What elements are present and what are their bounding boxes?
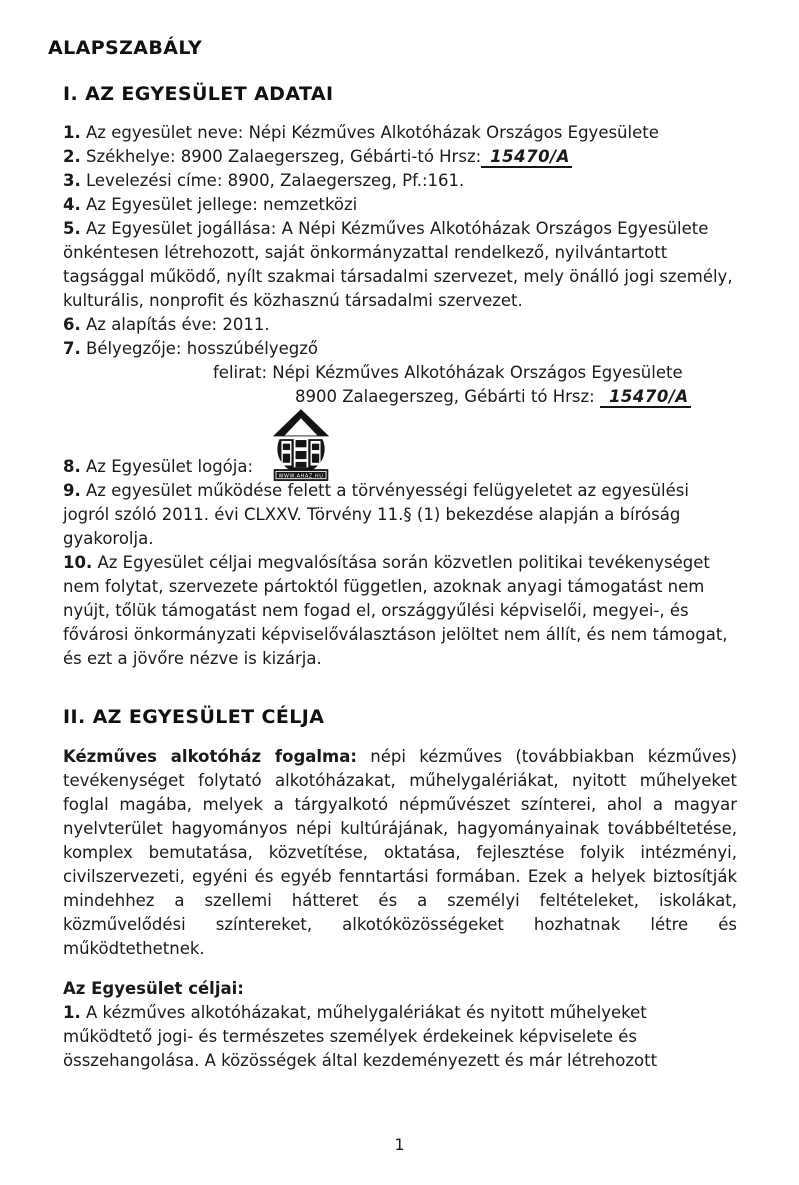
item-8-number: 8. [63,457,81,476]
section-1-heading: I. AZ EGYESÜLET ADATAI [63,83,334,105]
goal-item-1 [63,1001,737,1073]
goal-1-text: A kézműves alkotóházakat, műhelygalériákat és nyitott műhelyeket működtető jogi- és természetes személyek érdekeinek képviselete és összehangolása. A közösségek által kezdeményezett és már létrehozott [63,1003,658,1070]
item-3-text: Levelezési címe: 8900, Zalaegerszeg, Pf.:161. [86,171,465,190]
statute-item-9 [63,479,737,551]
statute-item-5 [63,217,737,313]
item-4-number: 4. [63,195,81,214]
item-9-text: Az egyesület működése felett a törvényességi felügyeletet az egyesülési jogról szóló 2011. évi CLXXV. Törvény 11.§ (1) bekezdése alapján a bíróság gyakorolja. [63,481,689,548]
logo-label-line [63,455,253,479]
definition-lead: Kézműves alkotóház fogalma: [63,747,357,766]
item-1-text: Az egyesület neve: Népi Kézműves Alkotóházak Országos Egyesülete [86,123,659,142]
item-3-number: 3. [63,171,81,190]
item-8-text: Az Egyesület logója: [86,457,254,476]
association-logo [271,409,331,482]
statute-item-2 [63,145,737,169]
definition-body: népi kézműves (továbbiakban kézműves) tevékenységet folytató alkotóházakat, műhelygalériákat, nyitott műhelyeket foglal magába, melyek a tárgyalkotó népművészet színterei, ahol a magyar nyelvterület hagyományos népi kultúrájának, hagyományainak továbbéltetése, komplex bemutatása, közvetítése, oktatása, fejlesztése folyik intézményi, civilszervezeti, egyéni és egyéb fenntartási formában. Ezek a helyek biztosítják mindehhez a szellemi hátteret és a személyi feltételeket, iskolákat, közművelődési színtereket, alkotóközösségeket hozhatnak létre és működtethetnek. [63,747,738,958]
statute-item-6 [63,313,737,337]
item-5-text: Az Egyesület jogállása: A Népi Kézműves Alkotóházak Országos Egyesülete önkéntesen létrehozott, saját önkormányzattal rendelkező, nyilvántartott tagsággal működő, nyílt szakmai társadalmi szervezet, mely önálló jogi személy, kulturális, nonprofit és közhasznú társadalmi szervezet. [63,219,733,310]
page-title: ALAPSZABÁLY [48,37,203,59]
item-7-number: 7. [63,339,81,358]
document-body [63,82,737,1073]
definition-paragraph [63,745,737,961]
item-10-text: Az Egyesület céljai megvalósítása során közvetlen politikai tevékenységet nem folytat, szervezete pártoktól független, azoknak anyagi támogatást nem nyújt, tőlük támogatást nem fogad el, országgyűlési képviselői, megyei-, és fővárosi önkormányzati képviselőválasztáson jelöltet nem állít, és nem támogat, és ezt a jövőre nézve is kizárja. [63,553,728,668]
statute-item-1 [63,121,737,145]
item-9-number: 9. [63,481,81,500]
stamp-address-line [63,385,737,409]
goals-heading: Az Egyesület céljai: [63,979,244,998]
statute-item-4 [63,193,737,217]
item-6-number: 6. [63,315,81,334]
item-10-number: 10. [63,553,93,572]
parcel-number-value: 15470/A [481,147,572,168]
stamp-parcel-number-value: 15470/A [600,387,691,408]
item-4-text: Az Egyesület jellege: nemzetközi [86,195,358,214]
item-5-number: 5. [63,219,81,238]
item-7-text: Bélyegzője: hosszúbélyegző [86,339,318,358]
statute-item-10 [63,551,737,671]
stamp-address-text: 8900 Zalaegerszeg, Gébárti tó Hrsz: [295,387,595,406]
statute-item-3 [63,169,737,193]
item-1-number: 1. [63,123,81,142]
item-2-text: Székhelye: 8900 Zalaegerszeg, Gébárti-tó Hrsz: [86,147,482,166]
goal-1-number: 1. [63,1003,81,1022]
item-6-text: Az alapítás éve: 2011. [86,315,270,334]
stamp-inscription-line: felirat: Népi Kézműves Alkotóházak Országos Egyesülete [213,363,683,382]
item-2-number: 2. [63,147,81,166]
logo-caption-text: WWW.AHAZ.HU [278,473,324,480]
section-2-heading: II. AZ EGYESÜLET CÉLJA [63,706,325,728]
statute-item-8 [63,409,737,479]
statute-item-7 [63,337,737,361]
page-number: 1 [394,1135,405,1154]
